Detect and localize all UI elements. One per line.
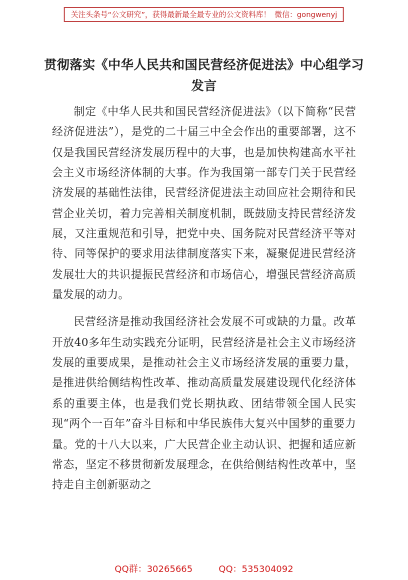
body-paragraph-2: 民营经济是推动我国经济社会发展不可或缺的力量。改革开放40多年生动实践充分证明，民营经济是社会主义市场经济发展的重要成果，是推动社会主义市场经济发展的重要力量，是推进供给侧结构性改革、推动高质量发展建设现代化经济体系的重要主体，也是我们党长期执政、团结带领全国人民实现“两个一百年”奋斗目标和中华民族伟大复兴中国梦的重要力量。党的十八大以来，广大民营企业主动认识、把握和适应新常态，坚定不移贯彻新发展理念，在供给侧结构性改革中，坚持走自主创新驱动之 (52, 315, 356, 492)
banner-wechat: 微信：gongwenyj (274, 10, 338, 19)
document-title: 贯彻落实《中华人民共和国民营经济促进法》中心组学习发言 (44, 57, 364, 93)
footer-qq-number: QQ：535304092 (218, 565, 294, 575)
body-paragraph-1: 制定《中华人民共和国民营经济促进法》（以下简称“民营经济促进法”），是党的二十届三中全会作出的重要部署，这不仅是我国民营经济发展历程中的大事，也是加快构建高水平社会主义市场经济体制的大事。作为我国第一部专门关于民营经济发展的基础性法律，民营经济促进法主动回应社会期待和民营企业关切，着力完善相关制度机制，既鼓励支持民营经济发展，又注重规范和引导，把党中央、国务院对民营经济平等对待、同等保护的要求用法律制度落实下来，凝聚促进民营经济发展壮大的共识提振民营经济和市场信心，增强民营经济高质量发展的动力。 (52, 105, 356, 302)
banner-line (71, 10, 337, 19)
document-body (52, 102, 356, 496)
header-banner (64, 7, 344, 22)
footer-qq-group: QQ群：30265665 (114, 565, 193, 575)
footer-contact (0, 562, 408, 575)
banner-promo-text: 关注头条号“公文研究”，获得最新最全最专业的公文资料库！ (70, 10, 271, 19)
